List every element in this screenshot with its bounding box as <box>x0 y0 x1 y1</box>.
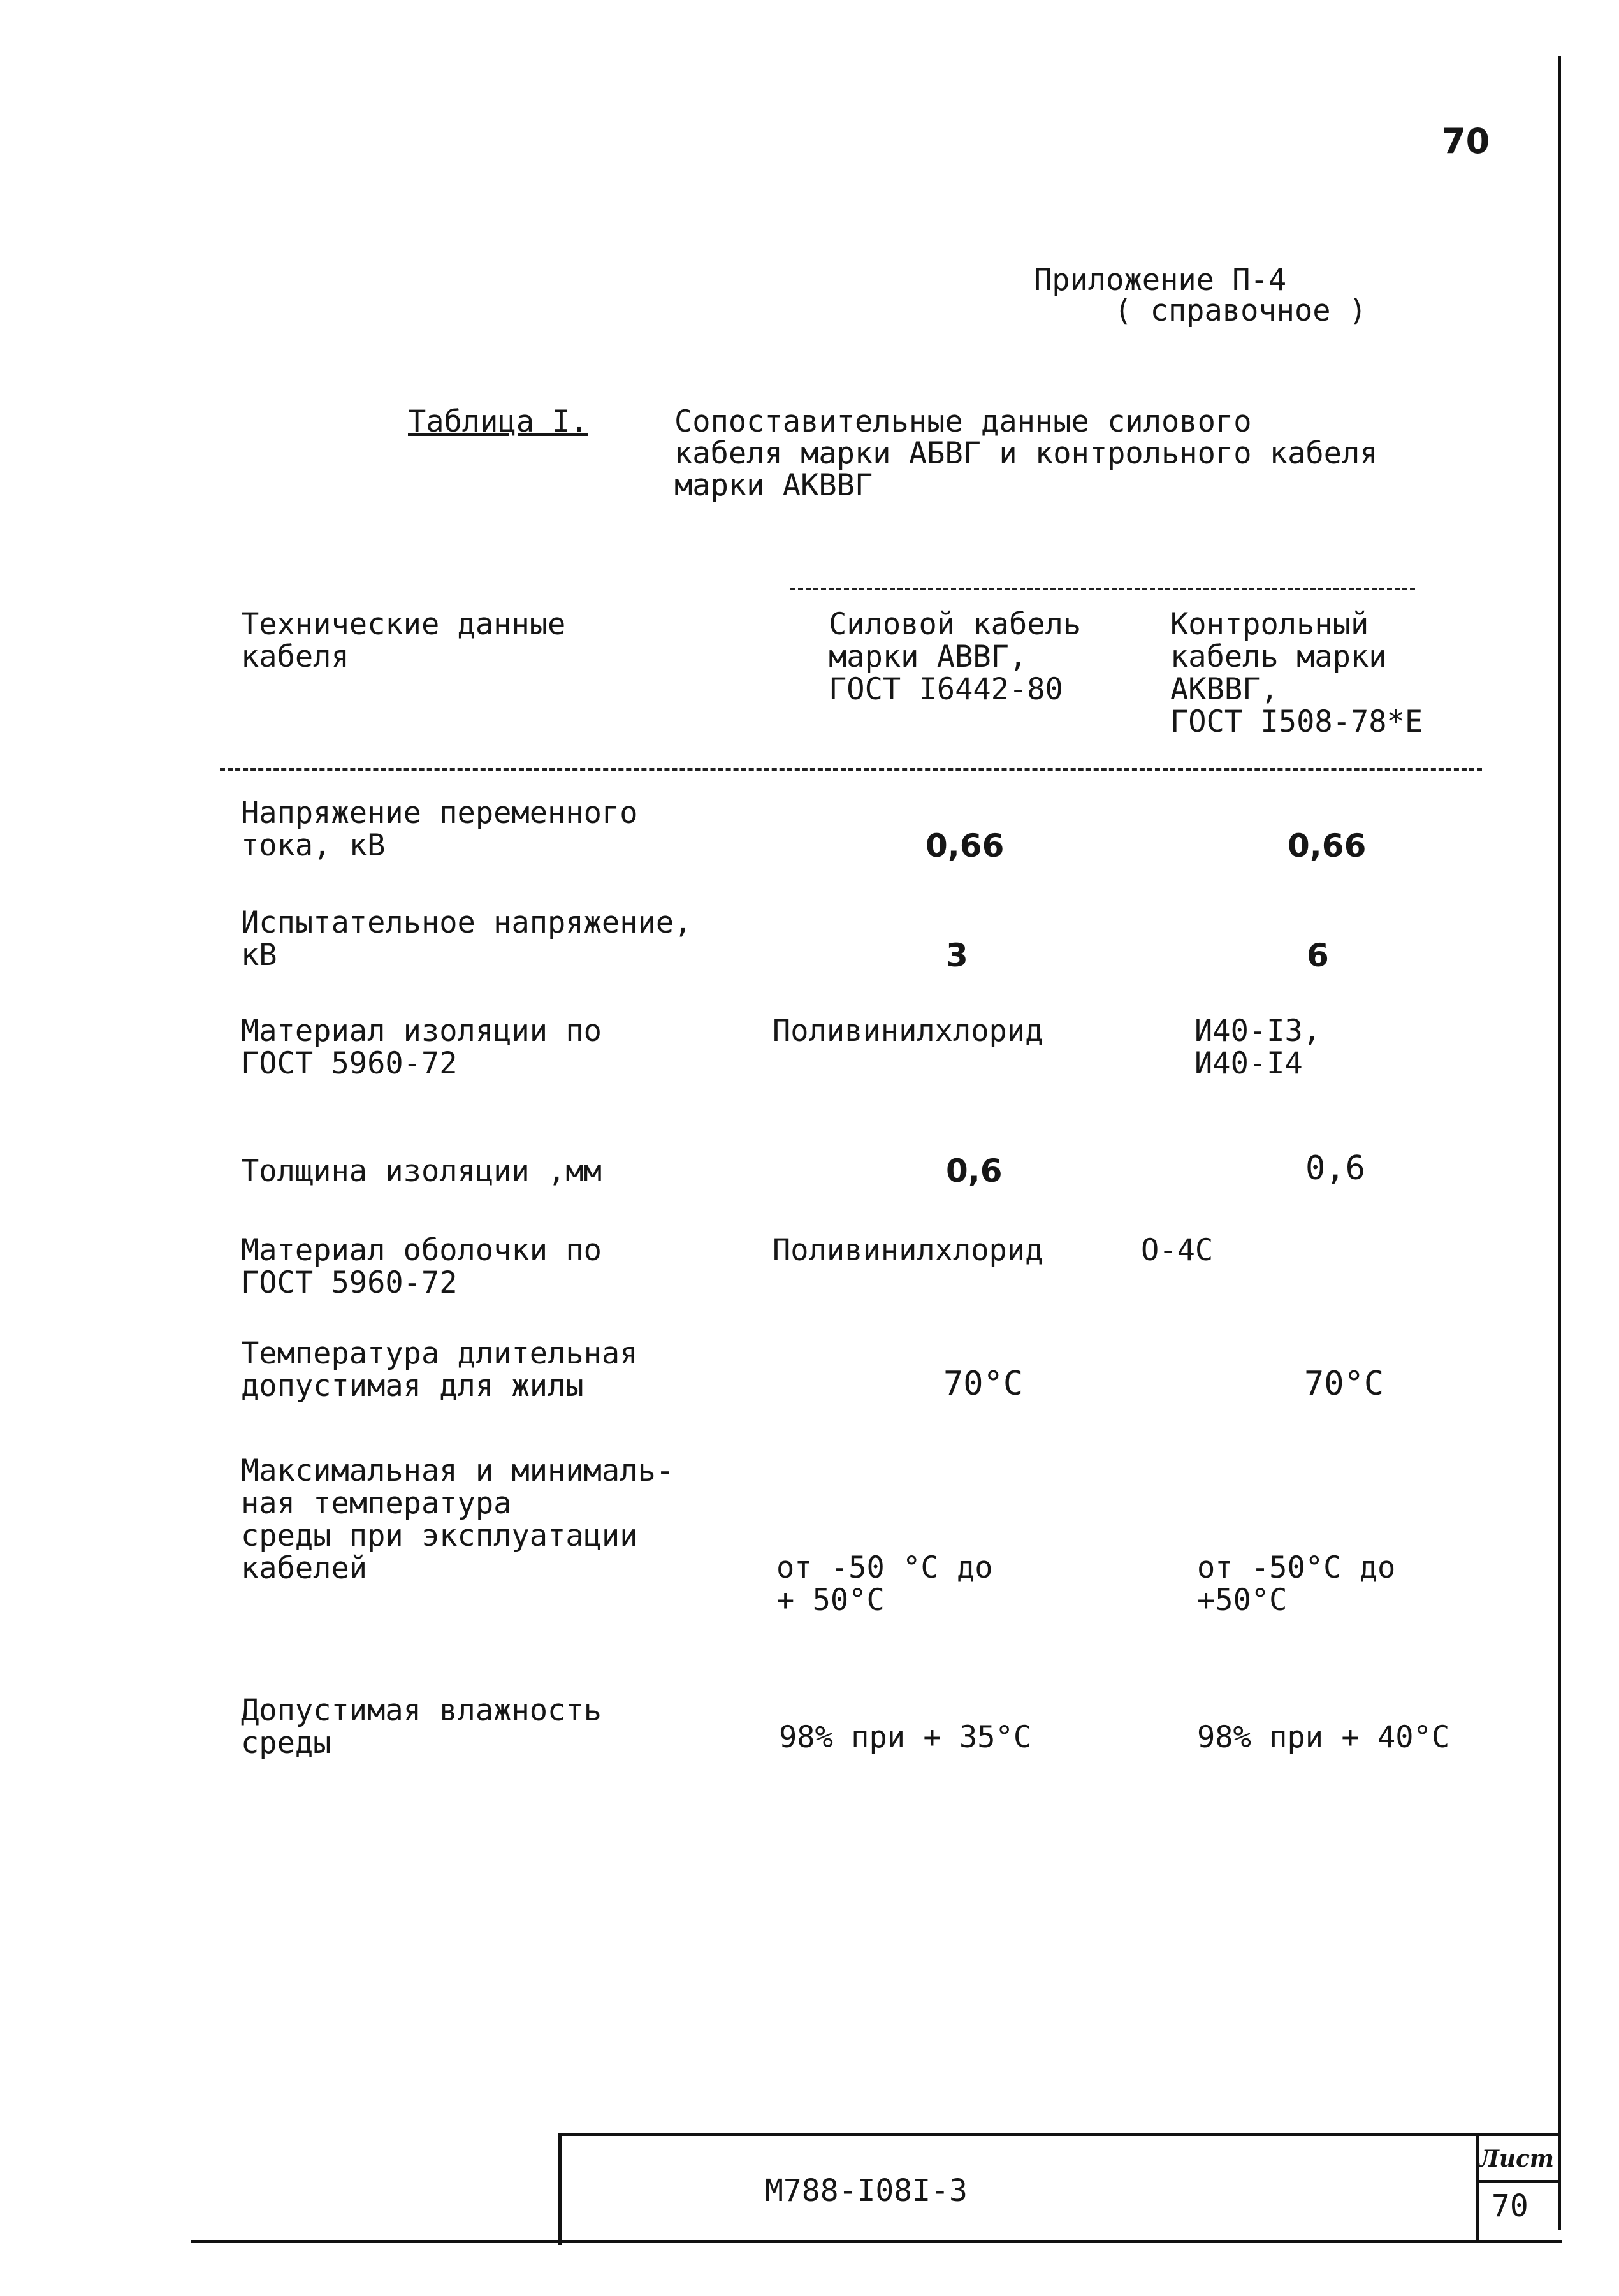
row-humidity-control: 98% при + 40°С <box>1197 1720 1450 1755</box>
row-conductor-temperature-control: 70°С <box>1304 1365 1384 1403</box>
appendix-subtitle: ( справочное ) <box>1114 293 1367 328</box>
stamp-sheet-separator <box>1476 2180 1558 2183</box>
row-conductor-temperature-param: Температура длительная допустимая для жилы <box>241 1336 638 1404</box>
row-ambient-temperature-control: от -50°С до +50°С <box>1197 1550 1396 1618</box>
header-bottom-rule <box>220 768 1482 771</box>
table-caption-line-1: Сопоставительные данные силового <box>674 404 1252 439</box>
row-voltage-power: 0,66 <box>926 827 1005 864</box>
page-right-border <box>1558 56 1561 2230</box>
document-code: М788-I08I-3 <box>765 2173 968 2209</box>
sheet-label: Лист <box>1479 2146 1555 2172</box>
row-conductor-temperature-power: 70°С <box>943 1365 1024 1403</box>
appendix-title: Приложение П-4 <box>1034 263 1287 298</box>
stamp-left-line <box>558 2133 562 2245</box>
row-ambient-temperature-param: Максимальная и минималь- ная температура среды при эксплуатации кабелей <box>241 1453 674 1586</box>
page-number: 70 <box>1442 121 1490 161</box>
row-insulation-thickness-param: Толщина изоляции ,мм <box>241 1154 602 1189</box>
row-voltage-param: Напряжение переменного тока, кВ <box>241 796 638 863</box>
row-insulation-thickness-control: 0,6 <box>1305 1149 1365 1188</box>
col-header-param: Технические данные кабеля <box>241 607 566 674</box>
table-caption-line-2: кабеля марки АБВГ и контрольного кабеля <box>674 436 1378 471</box>
table-caption-line-3: марки АКВВГ <box>674 468 873 503</box>
row-test-voltage-control: 6 <box>1307 937 1329 974</box>
row-humidity-param: Допустимая влажность среды <box>241 1693 602 1761</box>
sheet-number: 70 <box>1492 2188 1528 2224</box>
row-test-voltage-power: 3 <box>946 937 968 974</box>
row-sheath-material-power: Поливинилхлорид <box>773 1233 1043 1268</box>
row-sheath-material-param: Материал оболочки по ГОСТ 5960-72 <box>241 1233 602 1300</box>
stamp-bottom-line <box>191 2240 1562 2243</box>
col-header-power: Силовой кабель марки АВВГ, ГОСТ I6442-80 <box>829 607 1082 707</box>
table-label: Таблица I. <box>408 404 588 439</box>
row-test-voltage-param: Испытательное напряжение, кВ <box>241 905 692 973</box>
stamp-top-line <box>558 2133 1558 2136</box>
row-sheath-material-control: О-4С <box>1141 1233 1214 1268</box>
header-top-rule <box>790 588 1415 590</box>
row-insulation-material-power: Поливинилхлорид <box>773 1014 1043 1049</box>
row-voltage-control: 0,66 <box>1288 827 1367 864</box>
row-insulation-thickness-power: 0,6 <box>946 1152 1003 1189</box>
row-ambient-temperature-power: от -50 °С до + 50°С <box>776 1550 993 1618</box>
col-header-control: Контрольный кабель марки АКВВГ, ГОСТ I508-78*Е <box>1170 607 1423 739</box>
row-humidity-power: 98% при + 35°С <box>779 1720 1032 1755</box>
row-insulation-material-param: Материал изоляции по ГОСТ 5960-72 <box>241 1014 602 1081</box>
row-insulation-material-control: И40-I3, И40-I4 <box>1194 1014 1321 1081</box>
